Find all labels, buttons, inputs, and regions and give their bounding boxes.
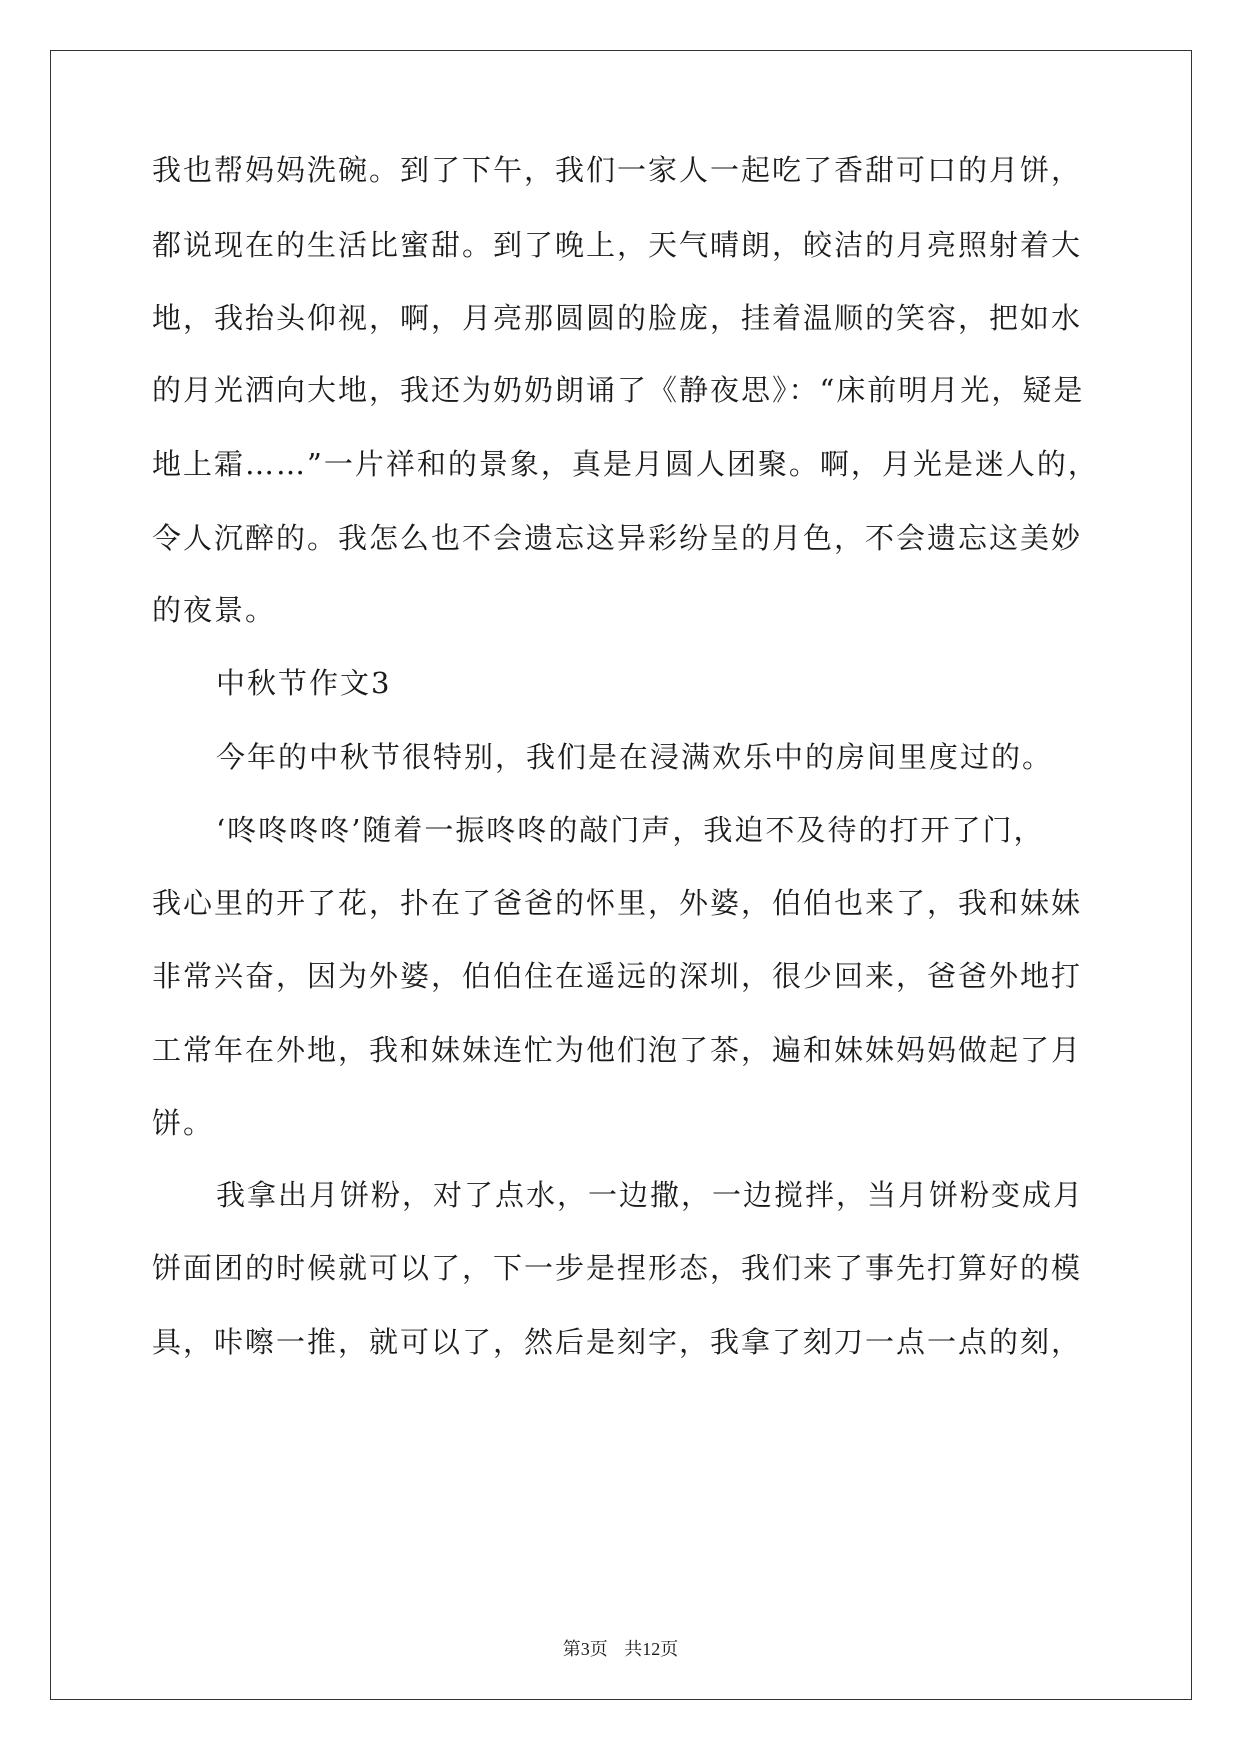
text-line: 非常兴奋，因为外婆，伯伯住在遥远的深圳，很少回来，爸爸外地打: [152, 959, 1083, 993]
page-total: 共12页: [624, 1639, 679, 1659]
page-number: 第3页: [562, 1639, 608, 1659]
text-line: 地，我抬头仰视，啊，月亮那圆圆的脸庞，挂着温顺的笑容，把如水: [152, 301, 1083, 335]
text-line: 地上霜……”一片祥和的景象，真是月圆人团聚。啊，月光是迷人的，: [152, 447, 1099, 481]
text-line: 饼。: [152, 1106, 215, 1140]
text-line: 今年的中秋节很特别，我们是在浸满欢乐中的房间里度过的。: [216, 740, 1054, 774]
text-line: 工常年在外地，我和妹妹连忙为他们泡了茶，遍和妹妹妈妈做起了月: [152, 1033, 1083, 1067]
text-line: 具，咔嚓一推，就可以了，然后是刻字，我拿了刻刀一点一点的刻，: [152, 1325, 1083, 1359]
text-line: 我也帮妈妈洗碗。到了下午，我们一家人一起吃了香甜可口的月饼，: [152, 153, 1083, 187]
text-line: 令人沉醉的。我怎么也不会遗忘这异彩纷呈的月色，不会遗忘这美妙: [152, 521, 1083, 555]
text-line: 的夜景。: [152, 593, 277, 627]
text-line: 的月光洒向大地，我还为奶奶朗诵了《静夜思》：“床前明月光，疑是: [152, 373, 1085, 407]
section-heading: 中秋节作文3: [216, 666, 392, 700]
text-line: 我心里的开了花，扑在了爸爸的怀里，外婆，伯伯也来了，我和妹妹: [152, 886, 1083, 920]
text-line: 我拿出月饼粉，对了点水，一边撒，一边搅拌，当月饼粉变成月: [216, 1178, 1085, 1212]
page-footer: [0, 1637, 1241, 1661]
text-line: 饼面团的时候就可以了，下一步是捏形态，我们来了事先打算好的模: [152, 1251, 1083, 1285]
text-line: ‘咚咚咚咚’随着一振咚咚的敲门声，我迫不及待的打开了门，: [216, 813, 1045, 847]
text-line: 都说现在的生活比蜜甜。到了晚上，天气晴朗，皎洁的月亮照射着大: [152, 228, 1083, 262]
